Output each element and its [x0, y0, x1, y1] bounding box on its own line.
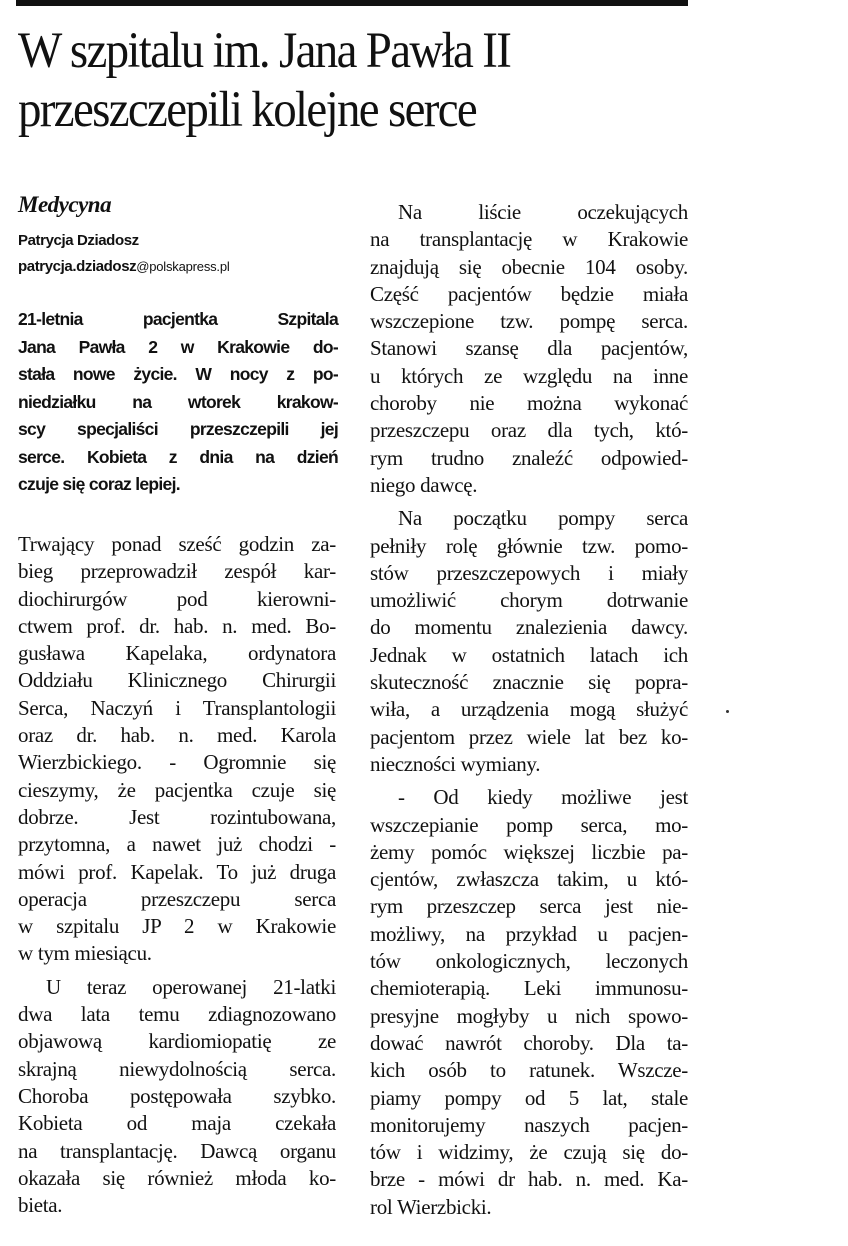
lead-line: czuje się coraz lepiej.	[18, 474, 180, 494]
body-line: dwa lata temu zdiagnozowano	[18, 1002, 336, 1027]
scan-speck	[726, 710, 729, 713]
body-line: gusława Kapelaka, ordynatora	[18, 641, 336, 666]
body-line: wszczepione tzw. pompę serca.	[370, 309, 688, 334]
body-line: objawową kardiomiopatię ze	[18, 1029, 336, 1054]
lead-line: scy specjaliści przeszczepili jej	[18, 419, 338, 439]
top-rule	[16, 0, 688, 6]
body-line: skrajną niewydolnością serca.	[18, 1056, 336, 1081]
body-line: znajdują się obecnie 104 osoby.	[370, 254, 688, 279]
body-line: nieczności wymiany.	[370, 751, 541, 776]
body-line: w szpitalu JP 2 w Krakowie	[18, 914, 336, 939]
body-line: bieta.	[18, 1193, 63, 1218]
body-line: dobrze. Jest rozintubowana,	[18, 804, 336, 829]
body-line: rol Wierzbicki.	[370, 1194, 492, 1219]
lead-line: stała nowe życie. W nocy z po-	[18, 364, 338, 384]
email-domain: @polskapress.pl	[136, 259, 230, 274]
email-user: patrycja.dziadosz	[18, 258, 137, 275]
body-line: wszczepianie pomp serca, mo-	[370, 812, 688, 837]
body-line: monitorujemy naszych pacjen-	[370, 1112, 688, 1137]
body-line: Na początku pompy serca	[398, 506, 688, 531]
body-line: przytomna, a nawet już chodzi -	[18, 832, 336, 857]
body-line: rym trudno znaleźć odpowied-	[370, 445, 688, 470]
body-line: rym przeszczep serca jest nie-	[370, 894, 688, 919]
body-line: Oddziału Klinicznego Chirurgii	[18, 668, 336, 693]
body-line: pacjentom przez wiele lat bez ko-	[370, 724, 688, 749]
body-line: cieszymy, że pacjentka czuje się	[18, 777, 336, 802]
body-line: żemy pomóc większej liczbie pa-	[370, 839, 688, 864]
body-line: tów onkologicznych, leczonych	[370, 949, 688, 974]
body-line: przeszczepu oraz dla tych, któ-	[370, 418, 688, 443]
body-line: na transplantację. Dawcą organu	[18, 1138, 336, 1163]
body-line: u których ze względu na inne	[370, 363, 688, 388]
headline-line: przeszczepili kolejne serce	[18, 82, 477, 138]
body-line: dować nawrót choroby. Dla ta-	[370, 1030, 688, 1055]
body-line: Serca, Naczyń i Transplantologii	[18, 695, 336, 720]
body-line: bieg przeprowadził zespół kar-	[18, 559, 336, 584]
body-line: Część pacjentów będzie miała	[370, 281, 688, 306]
body-line: na transplantację w Krakowie	[370, 227, 688, 252]
headline-line: W szpitalu im. Jana Pawła II	[18, 23, 511, 79]
body-line: piamy pompy od 5 lat, stale	[370, 1085, 688, 1110]
body-line: chemioterapią. Leki immunosu-	[370, 976, 688, 1001]
author-email	[18, 258, 230, 275]
body-line: stów przeszczepowych i miały	[370, 560, 688, 585]
author-name: Patrycja Dziadosz	[18, 232, 139, 249]
body-line: brze - mówi dr hab. n. med. Ka-	[370, 1167, 688, 1192]
lead-paragraph	[18, 306, 338, 499]
body-line: niego dawcę.	[370, 472, 478, 497]
body-line: skuteczność znacznie się popra-	[370, 670, 688, 695]
lead-line: Jana Pawła 2 w Krakowie do-	[18, 336, 338, 357]
body-line: presyjne mogłyby u nich spowo-	[370, 1003, 688, 1028]
body-line: w tym miesiącu.	[18, 941, 152, 966]
section-label: Medycyna	[18, 192, 112, 217]
body-line: Kobieta od maja czekała	[18, 1111, 336, 1136]
headline	[18, 22, 644, 140]
body-line: do momentu znalezienia dawcy.	[370, 615, 688, 640]
body-line: pełniły rolę głównie tzw. pomo-	[370, 533, 688, 558]
body-line: tów i widzimy, że czują się do-	[370, 1140, 688, 1165]
body-line: Trwający ponad sześć godzin za-	[18, 532, 336, 556]
body-line: Wierzbickiego. - Ogromnie się	[18, 750, 336, 775]
body-line: mówi prof. Kapelak. To już druga	[18, 859, 336, 884]
body-line: Stanowi szansę dla pacjentów,	[370, 336, 688, 361]
body-line: Jednak w ostatnich latach ich	[370, 642, 688, 667]
body-line: wiła, a urządzenia mogą służyć	[370, 697, 688, 722]
lead-line: 21-letnia pacjentka Szpitala	[18, 309, 338, 329]
body-line: Choroba postępowała szybko.	[18, 1083, 336, 1108]
body-line: choroby nie można wykonać	[370, 391, 688, 416]
body-line: diochirurgów pod kierowni-	[18, 586, 336, 611]
body-line: - Od kiedy możliwe jest	[398, 785, 688, 810]
body-line: operacja przeszczepu serca	[18, 886, 336, 911]
body-line: ctwem prof. dr. hab. n. med. Bo-	[18, 613, 336, 638]
body-line: oraz dr. hab. n. med. Karola	[18, 723, 336, 748]
body-line: okazała się również młoda ko-	[18, 1165, 336, 1190]
body-line: cjentów, zwłaszcza takim, u któ-	[370, 867, 688, 892]
body-line: umożliwić chorym dotrwanie	[370, 588, 688, 613]
lead-line: niedziałku na wtorek krakow-	[18, 391, 338, 412]
body-line: U teraz operowanej 21-latki	[46, 974, 336, 999]
body-column-left	[18, 531, 336, 1219]
body-line: możliwy, na przykład u pacjen-	[370, 921, 688, 946]
body-column-right	[370, 199, 688, 1221]
body-line: Na liście oczekujących	[398, 200, 688, 224]
lead-line: serce. Kobieta z dnia na dzień	[18, 446, 338, 467]
body-line: kich osób to ratunek. Wszcze-	[370, 1058, 688, 1083]
